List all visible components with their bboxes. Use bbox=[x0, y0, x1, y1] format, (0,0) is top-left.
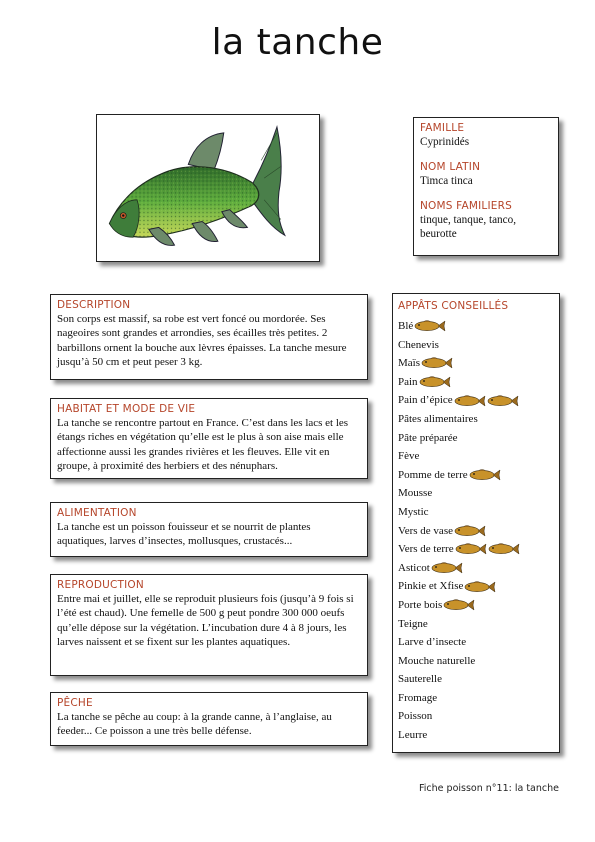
habitat-text: La tanche se rencontre partout en France. C’est dans les lacs et les étangs riches en végétation qu’elle est le plus à son aise mais elle affectionne aussi les grandes rivières et les fleuves. Elle vit en groupe, à proximité des herbiers et des nénuphars. bbox=[57, 417, 349, 472]
small-fish-icon bbox=[488, 542, 520, 556]
famille-value: Cyprinidés bbox=[420, 136, 470, 148]
small-fish-icon bbox=[487, 394, 519, 408]
fish-illustration-frame bbox=[96, 114, 320, 262]
bait-name: Pain bbox=[398, 375, 418, 388]
bait-item bbox=[398, 577, 554, 596]
bait-name: Leurre bbox=[398, 729, 428, 742]
bait-item bbox=[398, 317, 554, 336]
page-title: la tanche bbox=[211, 22, 384, 63]
bait-item bbox=[398, 540, 554, 559]
bait-name: Poisson bbox=[398, 710, 433, 723]
bait-item bbox=[398, 726, 554, 745]
peche-section bbox=[50, 692, 368, 746]
bait-name: Pomme de terre bbox=[398, 468, 468, 481]
bait-name: Larve d’insecte bbox=[398, 636, 467, 649]
bait-name: Mouche naturelle bbox=[398, 654, 476, 667]
noms-familiers-label: NOMS FAMILIERS bbox=[420, 200, 512, 212]
small-fish-icon bbox=[419, 375, 451, 389]
description-section bbox=[50, 294, 368, 380]
reproduction-heading: REPRODUCTION bbox=[57, 579, 144, 591]
description-heading: DESCRIPTION bbox=[57, 299, 131, 311]
bait-item bbox=[398, 391, 554, 410]
page-footer: Fiche poisson n°11: la tanche bbox=[419, 783, 559, 794]
bait-item bbox=[398, 652, 554, 671]
small-fish-icon bbox=[469, 468, 501, 482]
baits-heading: APPÂTS CONSEILLÉS bbox=[398, 300, 509, 312]
habitat-heading: HABITAT ET MODE DE VIE bbox=[57, 403, 196, 415]
small-fish-icon bbox=[443, 598, 475, 612]
bait-name: Pâte préparée bbox=[398, 431, 458, 444]
alimentation-heading: ALIMENTATION bbox=[57, 507, 137, 519]
small-fish-icon bbox=[454, 394, 486, 408]
bait-list bbox=[398, 317, 554, 745]
bait-item bbox=[398, 522, 554, 541]
bait-name: Pâtes alimentaires bbox=[398, 412, 478, 425]
alimentation-section bbox=[50, 502, 368, 557]
bait-item bbox=[398, 466, 554, 485]
small-fish-icon bbox=[421, 356, 453, 370]
bait-item bbox=[398, 707, 554, 726]
small-fish-icon bbox=[464, 580, 496, 594]
bait-name: Fève bbox=[398, 450, 420, 463]
bait-item bbox=[398, 354, 554, 373]
peche-heading: PÊCHE bbox=[57, 697, 93, 709]
small-fish-icon bbox=[414, 319, 446, 333]
bait-item bbox=[398, 633, 554, 652]
small-fish-icon bbox=[454, 524, 486, 538]
bait-name: Fromage bbox=[398, 691, 438, 704]
bait-name: Mystic bbox=[398, 505, 429, 518]
bait-name: Mousse bbox=[398, 487, 433, 500]
alimentation-text: La tanche est un poisson fouisseur et se nourrit de plantes aquatiques, larves d’insectes, mollusques, crustacés... bbox=[57, 521, 311, 548]
bait-name: Porte bois bbox=[398, 598, 443, 611]
bait-name: Pinkie et Xfise bbox=[398, 580, 464, 593]
bait-item bbox=[398, 373, 554, 392]
bait-name: Teigne bbox=[398, 617, 428, 630]
nom-latin-label: NOM LATIN bbox=[420, 161, 481, 173]
bait-item bbox=[398, 689, 554, 708]
tench-fish-illustration bbox=[103, 121, 313, 255]
bait-name: Pain d’épice bbox=[398, 394, 453, 407]
bait-item bbox=[398, 559, 554, 578]
nom-latin-value: Timca tinca bbox=[420, 175, 473, 187]
reproduction-text: Entre mai et juillet, elle se reproduit plusieurs fois (jusqu’à 9 fois si l’été est chaud). Une femelle de 500 g peut pondre 300 000 oeufs qu’elle dépose sur la végétation. L’incubation dure 4 à 8 jours, les larves naissent et se fixent sur les plantes aquatiques. bbox=[57, 593, 354, 648]
bait-name: Sauterelle bbox=[398, 673, 442, 686]
small-fish-icon bbox=[431, 561, 463, 575]
description-text: Son corps est massif, sa robe est vert foncé ou mordorée. Ses nageoires sont grandes et arrondies, ses écailles très petites. 2 barbillons ornent la bouche aux lèvres épaisses. La tanche mesure jusqu’à 50 cm et peut peser 3 kg. bbox=[57, 313, 347, 368]
bait-item bbox=[398, 670, 554, 689]
small-fish-icon bbox=[455, 542, 487, 556]
peche-text: La tanche se pêche au coup: à la grande canne, à l’anglaise, au feeder... Ce poisson a une très belle défense. bbox=[57, 711, 332, 738]
bait-item bbox=[398, 429, 554, 448]
noms-familiers-value: tinque, tanque, tanco, beurotte bbox=[420, 214, 516, 240]
bait-name: Chenevis bbox=[398, 338, 439, 351]
bait-name: Maïs bbox=[398, 357, 420, 370]
bait-item bbox=[398, 447, 554, 466]
bait-item bbox=[398, 410, 554, 429]
bait-item bbox=[398, 615, 554, 634]
famille-label: FAMILLE bbox=[420, 122, 465, 134]
bait-item bbox=[398, 484, 554, 503]
baits-panel bbox=[392, 293, 560, 753]
habitat-section bbox=[50, 398, 368, 479]
bait-item bbox=[398, 336, 554, 355]
bait-item bbox=[398, 503, 554, 522]
identity-card bbox=[413, 117, 559, 256]
bait-name: Asticot bbox=[398, 561, 430, 574]
reproduction-section bbox=[50, 574, 368, 676]
bait-name: Blé bbox=[398, 320, 414, 332]
bait-item bbox=[398, 596, 554, 615]
bait-name: Vers de vase bbox=[398, 524, 453, 537]
bait-name: Vers de terre bbox=[398, 543, 454, 556]
